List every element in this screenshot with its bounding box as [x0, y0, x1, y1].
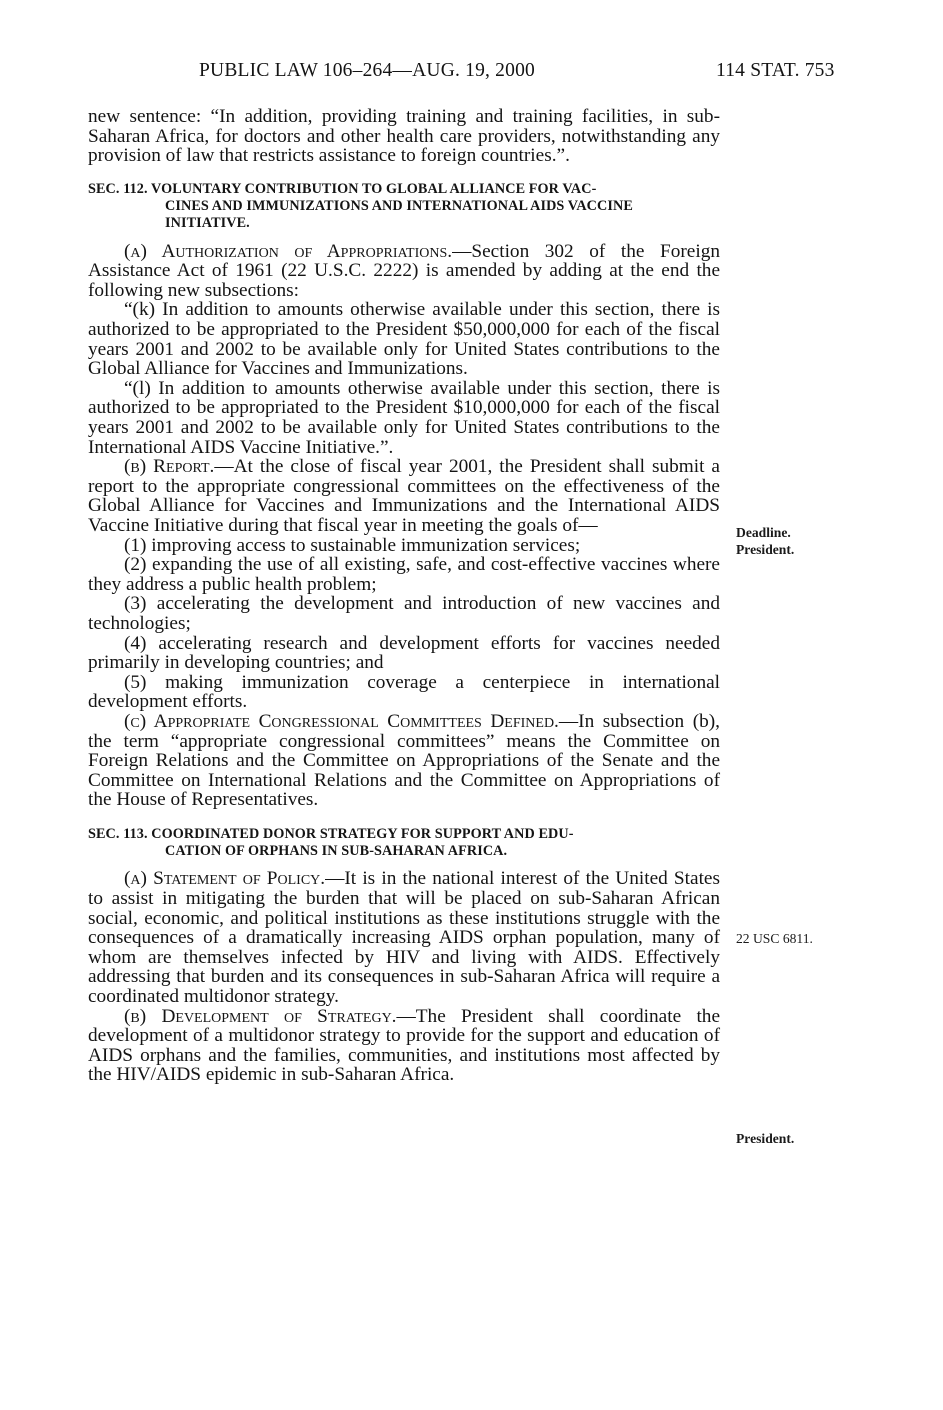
- sec113-a-label: (a) Statement of Policy.: [124, 868, 326, 890]
- sec112-subsection-l: “(l) In addition to amounts otherwise available under this section, there is authorized to be appropriated to the President $10,000,000 for each of the fiscal years 2001 and 2002 to be available only for United States contributions to the International AIDS Vaccine Initiative.”.: [88, 377, 720, 458]
- section-113-heading: [88, 826, 720, 861]
- margin-note-deadline: Deadline.: [736, 525, 791, 540]
- sec112-b-text: —At the close of fiscal year 2001, the President shall submit a report to the appropriate congressional committees on the effectiveness of the Global Alliance for Vaccines and Immunizations and the International AIDS Vaccine Initiative during that fiscal year in meeting the goals of—: [88, 456, 720, 536]
- sec112-subsection-c: [88, 712, 720, 810]
- section-112-heading-line1: SEC. 112. VOLUNTARY CONTRIBUTION TO GLOBAL ALLIANCE FOR VAC-: [88, 180, 597, 197]
- sec113-b-text: —The President shall coordinate the development of a multidonor strategy to provide for the support and education of AIDS orphans and the families, communities, and institutions most affected by the HIV/AIDS epidemic in sub-Saharan Africa.: [88, 1005, 720, 1086]
- sec112-c-text: —In subsection (b), the term “appropriate congressional committees” means the Committee on Foreign Relations and the Committee on Appropriations of the Senate and the Committee on International Relations and the Committee on Appropriations of the House of Representatives.: [88, 710, 721, 811]
- sec112-a-text: —Section 302 of the Foreign Assistance Act of 1961 (22 U.S.C. 2222) is amended by adding at the end the following new subsections:: [88, 240, 720, 301]
- goal-item: (1) improving access to sustainable immunization services;: [124, 534, 581, 556]
- page-header: [0, 60, 943, 88]
- sec113-a-text: —It is in the national interest of the United States to assist in mitigating the burden that will be placed on sub-Saharan African social, economic, and political institutions as these institutions struggle with the consequences of a dramatically increasing AIDS orphan population, many of whom are themselves infected by HIV and living with AIDS. Effectively addressing that burden and its consequences in sub-Saharan Africa will require a coordinated multidonor strategy.: [88, 868, 720, 1008]
- margin-note-president: President.: [736, 1131, 795, 1146]
- margin-note-usc-citation: 22 USC 6811.: [736, 931, 813, 946]
- page-body: [88, 107, 720, 1085]
- margin-note-president: President.: [736, 542, 795, 557]
- section-113-heading-line1: SEC. 113. COORDINATED DONOR STRATEGY FOR SUPPORT AND EDU-: [88, 825, 574, 842]
- section-113-heading-line2: CATION OF ORPHANS IN SUB-SAHARAN AFRICA.: [165, 843, 508, 860]
- public-law-title: PUBLIC LAW 106–264—AUG. 19, 2000: [199, 60, 535, 81]
- sec112-subsection-k: “(k) In addition to amounts otherwise available under this section, there is authorized to be appropriated to the President $50,000,000 for each of the fiscal years 2001 and 2002 to be available only for United States contributions to the Global Alliance for Vaccines and Immunizations.: [88, 299, 720, 380]
- sec112-c-label: (c) Appropriate Congressional Committees Defined.: [124, 710, 559, 732]
- sec113-subsection-a: [88, 869, 720, 1006]
- sec113-b-label: (b) Development of Strategy.: [124, 1005, 397, 1027]
- sec113-subsection-b: [88, 1007, 720, 1085]
- section-112-heading: [88, 181, 720, 233]
- goal-item: (5) making immunization coverage a centerpiece in international development efforts.: [88, 671, 720, 713]
- section-112-heading-line2: CINES AND IMMUNIZATIONS AND INTERNATIONAL AIDS VACCINE INITIATIVE.: [165, 198, 633, 232]
- sec112-a-label: (a) Authorization of Appropriations.: [124, 240, 453, 262]
- sec112-subsection-a: [88, 242, 720, 301]
- statute-page-number: 114 STAT. 753: [716, 60, 835, 81]
- goal-item: (2) expanding the use of all existing, safe, and cost-effective vaccines where they address a public health problem;: [88, 554, 720, 595]
- sec112-b-label: (b) Report.: [124, 456, 215, 478]
- goal-item: (3) accelerating the development and introduction of new vaccines and technologies;: [88, 593, 720, 634]
- intro-paragraph: new sentence: “In addition, providing training and training facilities, in sub-Saharan Africa, for doctors and other health care providers, notwithstanding any provision of law that restricts assistance to foreign countries.”.: [88, 106, 720, 167]
- goal-item: (4) accelerating research and development efforts for vaccines needed primarily in developing countries; and: [88, 632, 720, 674]
- sec112-subsection-b: [88, 457, 720, 535]
